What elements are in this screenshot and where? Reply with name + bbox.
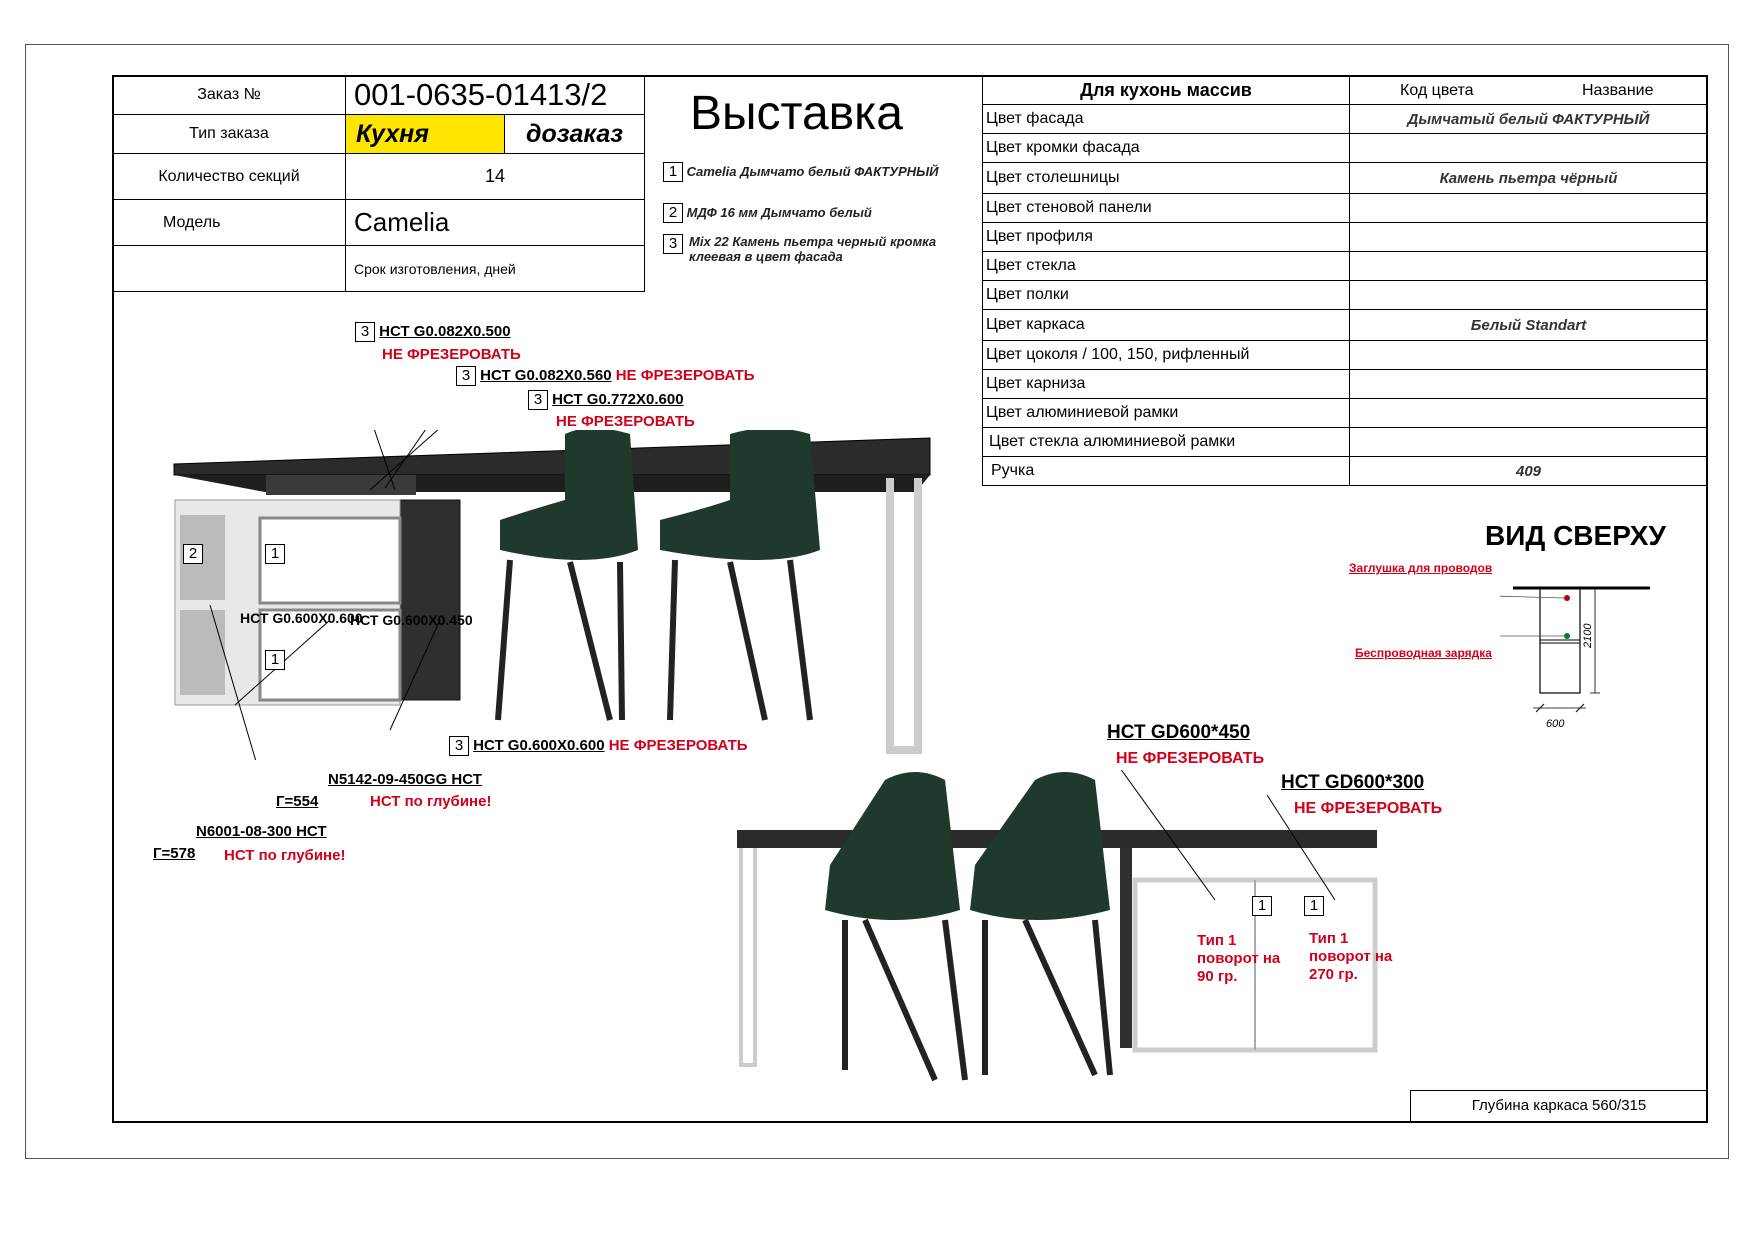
model-label: Модель <box>113 200 346 246</box>
spec-row-label: Цвет кромки фасада <box>983 134 1350 163</box>
legend-text: Camelia Дымчато белый ФАКТУРНЫЙ <box>686 164 939 179</box>
top-view-diagram <box>1500 580 1660 720</box>
box-label-2 <box>183 544 203 564</box>
number-box: 1 <box>265 544 285 564</box>
order-no-label: Заказ № <box>113 76 346 115</box>
number-box: 3 <box>528 390 548 410</box>
spec-row-value <box>1350 134 1708 163</box>
no-mill-label: НЕ ФРЕЗЕРОВАТЬ <box>615 367 755 384</box>
legend-number: 3 <box>663 234 683 254</box>
spec-row-label: Цвет карниза <box>983 370 1350 399</box>
order-type-extra: дозаказ <box>505 115 645 154</box>
order-no-value: 001-0635-01413/2 <box>346 76 645 115</box>
box-label-1b <box>265 650 285 670</box>
kitchen-perspective-drawing <box>170 430 940 760</box>
overlap-label-1: НСТ G0.600X0.600 <box>240 610 363 626</box>
order-info-table <box>112 75 645 292</box>
spec-row-value <box>1350 370 1708 399</box>
spec-row-label: Цвет алюминиевой рамки <box>983 399 1350 428</box>
legend-text: МДФ 16 мм Дымчато белый <box>686 205 872 220</box>
no-mill-label: НЕ ФРЕЗЕРОВАТЬ <box>1116 750 1265 767</box>
spec-row-value <box>1350 399 1708 428</box>
term-label: Срок изготовления, дней <box>346 246 645 292</box>
depth-note: НСТ по глубине! <box>370 793 492 810</box>
no-mill-label: НЕ ФРЕЗЕРОВАТЬ <box>608 737 748 754</box>
sections-label: Количество секций <box>113 154 346 200</box>
annotation-a3 <box>528 390 684 410</box>
annotation-a4 <box>449 736 748 756</box>
n6001-label: N6001-08-300 НСТ <box>196 823 327 840</box>
number-box: 3 <box>456 366 476 386</box>
spec-row-value: 409 <box>1350 457 1708 486</box>
legend-item-3 <box>663 234 983 264</box>
spec-col-name: Название <box>1582 82 1654 99</box>
spec-row-value: Дымчатый белый ФАКТУРНЫЙ <box>1350 105 1708 134</box>
annotation-text: НСТ G0.600X0.600 <box>473 737 605 754</box>
spec-row-value <box>1350 341 1708 370</box>
dim-width: 600 <box>1546 718 1565 730</box>
spec-row-value: Камень пьетра чёрный <box>1350 163 1708 194</box>
overlap-label-2: НСТ G0.600X0.450 <box>350 612 473 628</box>
spec-row-value <box>1350 428 1708 457</box>
spec-row-label: Цвет стекла <box>983 252 1350 281</box>
spec-col-code: Код цвета <box>1400 82 1474 99</box>
order-type-value: Кухня <box>346 115 505 154</box>
spec-header: Для кухонь массив <box>983 76 1350 105</box>
number-box: 1 <box>1304 896 1324 916</box>
no-mill-label: НЕ ФРЕЗЕРОВАТЬ <box>556 413 695 430</box>
number-box: 2 <box>183 544 203 564</box>
number-box: 3 <box>449 736 469 756</box>
plug-label: Заглушка для проводов <box>1349 561 1493 575</box>
g554-label: Г=554 <box>276 793 319 810</box>
annotation-a1 <box>355 322 511 342</box>
frame-depth-note: Глубина каркаса 560/315 <box>1410 1090 1708 1123</box>
charge-label: Беспроводная зарядка <box>1355 646 1492 660</box>
number-box: 1 <box>265 650 285 670</box>
legend-text: Mix 22 Камень пьетра черный кромка клеевая в цвет фасада <box>689 234 937 264</box>
spec-row-label: Цвет полки <box>983 281 1350 310</box>
dim-height: 2100 <box>1582 623 1594 648</box>
spec-row-label: Цвет каркаса <box>983 310 1350 341</box>
legend-item-1 <box>663 162 938 182</box>
page-title: Выставка <box>690 87 903 140</box>
gd300-label: НСТ GD600*300 <box>1281 772 1425 793</box>
top-view-title: ВИД СВЕРХУ <box>1485 520 1666 551</box>
spec-row-value: Белый Standart <box>1350 310 1708 341</box>
legend-number: 1 <box>663 162 683 182</box>
g578-label: Г=578 <box>153 845 196 862</box>
spec-row-label: Цвет профиля <box>983 223 1350 252</box>
type1-270-label: Тип 1 поворот на 270 гр. <box>1309 930 1393 983</box>
spec-row-label: Цвет столешницы <box>983 163 1350 194</box>
spec-table <box>982 75 1708 486</box>
spec-row-value <box>1350 223 1708 252</box>
sections-value: 14 <box>346 154 645 200</box>
n5142-label: N5142-09-450GG НСТ <box>328 771 482 788</box>
spec-row-label: Ручка <box>983 457 1350 486</box>
no-mill-label: НЕ ФРЕЗЕРОВАТЬ <box>1294 800 1443 817</box>
model-value: Camelia <box>346 200 645 246</box>
spec-row-value <box>1350 281 1708 310</box>
spec-row-value <box>1350 194 1708 223</box>
legend-item-2 <box>663 203 872 223</box>
annotation-text: НСТ G0.772X0.600 <box>552 391 684 408</box>
spec-row-label: Цвет цоколя / 100, 150, рифленный <box>983 341 1350 370</box>
annotation-text: НСТ G0.082X0.500 <box>379 323 511 340</box>
term-empty-cell <box>113 246 346 292</box>
spec-row-label: Цвет стекла алюминиевой рамки <box>983 428 1350 457</box>
depth-note: НСТ по глубине! <box>224 847 346 864</box>
box-label-1d <box>1304 896 1324 916</box>
spec-row-label: Цвет фасада <box>983 105 1350 134</box>
spec-columns-header <box>1350 76 1708 105</box>
box-label-1c <box>1252 896 1272 916</box>
legend-number: 2 <box>663 203 683 223</box>
no-mill-label: НЕ ФРЕЗЕРОВАТЬ <box>382 346 521 363</box>
number-box: 1 <box>1252 896 1272 916</box>
box-label-1 <box>265 544 285 564</box>
spec-row-label: Цвет стеновой панели <box>983 194 1350 223</box>
annotation-a2 <box>456 366 755 386</box>
number-box: 3 <box>355 322 375 342</box>
type1-90-label: Тип 1 поворот на 90 гр. <box>1197 932 1281 985</box>
spec-row-value <box>1350 252 1708 281</box>
order-type-label: Тип заказа <box>113 115 346 154</box>
annotation-text: НСТ G0.082X0.560 <box>480 367 612 384</box>
gd450-label: НСТ GD600*450 <box>1107 722 1251 743</box>
